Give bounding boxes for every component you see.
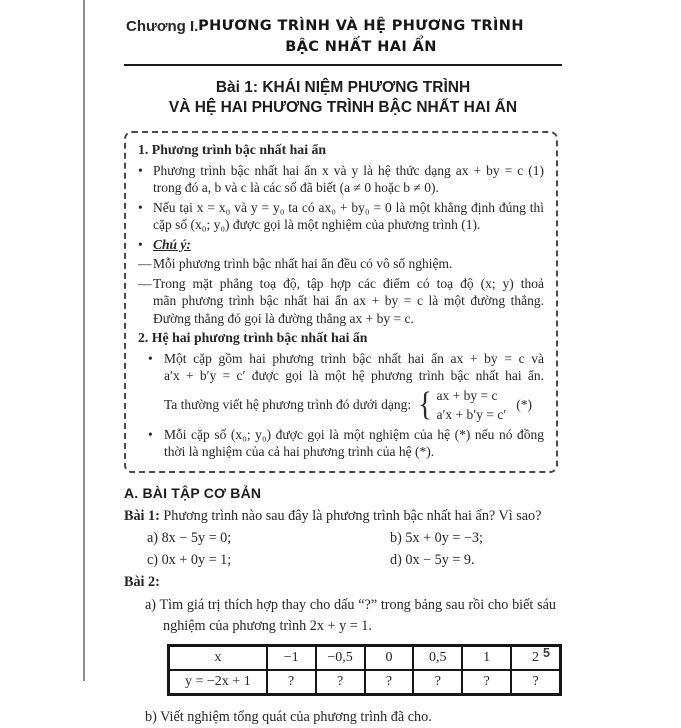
system-equations [436,386,506,424]
theory-section-1 [138,141,544,327]
table-cell: −1 [267,645,316,670]
exercise-2a-line2: nghiệm của phương trình 2x + y = 1. [163,617,372,634]
exercise-2-label: Bài 2: [124,573,160,590]
chapter-title-line2: BẬC NHẤT HAI ẨN [285,39,437,55]
lesson-title [124,78,562,118]
section1-note1 [138,255,544,273]
section1-note2 [138,275,544,328]
table-cell: 2 [511,645,560,670]
option-a: a) 8x − 5y = 0; [147,529,232,546]
exercise-2b: b) Viết nghiệm tổng quát của phương trình đã cho. [145,708,432,725]
table-row-x [169,645,561,670]
system-star-label: (*) [516,396,533,412]
exercise-1-label: Bài 1: [124,507,160,524]
exercise-2a-line1: a) Tìm giá trị thích hợp thay cho dấu “?” trong bảng sau rồi cho biết sáu [145,596,556,613]
table-cell: ? [462,670,511,695]
note2-line3: Đường thẳng đó gọi là đường thẳng ax + by = c. [153,310,414,326]
chapter-header [124,16,562,66]
table-cell: 0,5 [413,645,462,670]
left-brace-glyph: { [418,385,433,423]
section2-heading: 2. Hệ hai phương trình bậc nhất hai ẩn [138,330,368,345]
option-d: d) 0x − 5y = 9. [390,551,475,568]
bullet1-line1: Phương trình bậc nhất hai ẩn x và y là hệ thức dạng ax + by = c (1) [153,162,544,178]
s2-bullet1-line2: a′x + b′y = c′ được gọi là một hệ phương trình bậc nhất hai ẩn. [164,368,544,383]
section2-bullet2 [138,426,544,461]
bullet-glyph: • [138,199,143,215]
system-equation-1: ax + by = c [436,387,498,403]
section1-heading: 1. Phương trình bậc nhất hai ẩn [138,142,327,157]
option-b: b) 5x + 0y = −3; [390,529,483,546]
bullet2-line2: cặp số (x₀; y₀) được gọi là một nghiệm của phương trình (1). [153,217,481,232]
theory-box [124,131,558,473]
table-cell: ? [267,670,316,695]
table-cell: y = −2x + 1 [169,670,267,695]
note2-line1: Trong mặt phẳng toạ độ, tập hợp các điểm có toạ độ (x; y) thoả [153,275,544,291]
equation-system [164,386,544,424]
chapter-title-line1: PHƯƠNG TRÌNH VÀ HỆ PHƯƠNG TRÌNH [198,18,524,34]
solutions-table [167,644,562,696]
note2-line2: mãn phương trình bậc nhất hai ẩn ax + by = c là một đường thẳng. [153,293,544,308]
page-number: 5 [543,646,550,660]
note-label: Chú ý: [153,236,191,252]
section1-bullet1 [138,162,544,197]
table-cell: ? [365,670,414,695]
bullet-glyph: • [148,426,153,442]
bullet-glyph: • [148,350,153,366]
dash-glyph: — [138,275,152,291]
section1-bullet2 [138,199,544,234]
table-cell: 1 [462,645,511,670]
table-cell: ? [511,670,560,695]
table-row-y [169,670,561,695]
s2-bullet2-line1: Mỗi cặp số (x₀; y₀) được gọi là một nghiệm của hệ (*) nếu nó đồng [164,426,544,442]
table-cell: ? [316,670,365,695]
bullet-glyph: • [138,162,143,178]
page-content [124,16,562,728]
theory-section-2 [138,329,544,461]
table-cell: −0,5 [316,645,365,670]
table-cell: x [169,645,267,670]
exercise-1-options-row1 [124,527,562,549]
exercise-1-question: Phương trình nào sau đây là phương trình bậc nhất hai ẩn? Vì sao? [163,507,542,524]
table-cell: ? [413,670,462,695]
section2-bullet1 [138,350,544,424]
exercise-1 [124,505,562,527]
dash-glyph: — [138,256,152,271]
s2-bullet1-line1: Một cặp gồm hai phương trình bậc nhất hai ẩn ax + by = c và [164,350,544,366]
system-intro: Ta thường viết hệ phương trình đó dưới dạng: [164,396,412,412]
s2-bullet2-line2: thời là nghiệm của cả hai phương trình của hệ (*). [164,444,435,459]
exercise-1-options-row2 [124,549,562,571]
exercise-section-heading: A. BÀI TẬP CƠ BẢN [124,484,262,501]
table-cell: 0 [365,645,414,670]
chapter-title [160,16,562,58]
option-c: c) 0x + 0y = 1; [147,551,232,568]
section1-note-heading [138,236,544,254]
lesson-title-line1: Bài 1: KHÁI NIỆM PHƯƠNG TRÌNH [215,79,471,96]
page-edge-line [83,0,85,681]
bullet2-line1: Nếu tại x = x₀ và y = y₀ ta có ax₀ + by₀ = 0 là một khẳng định đúng thì [153,199,544,215]
lesson-title-line2: VÀ HỆ HAI PHƯƠNG TRÌNH BẬC NHẤT HAI ẨN [168,99,518,116]
bullet1-line2: trong đó a, b và c là các số đã biết (a ≠ 0 hoặc b ≠ 0). [153,180,439,195]
system-equation-2: a′x + b′y = c′ [436,406,507,422]
chapter-label: Chương I. [126,18,199,35]
bullet-glyph: • [138,236,143,252]
note1-line1: Mỗi phương trình bậc nhất hai ẩn đều có vô số nghiệm. [153,256,453,271]
